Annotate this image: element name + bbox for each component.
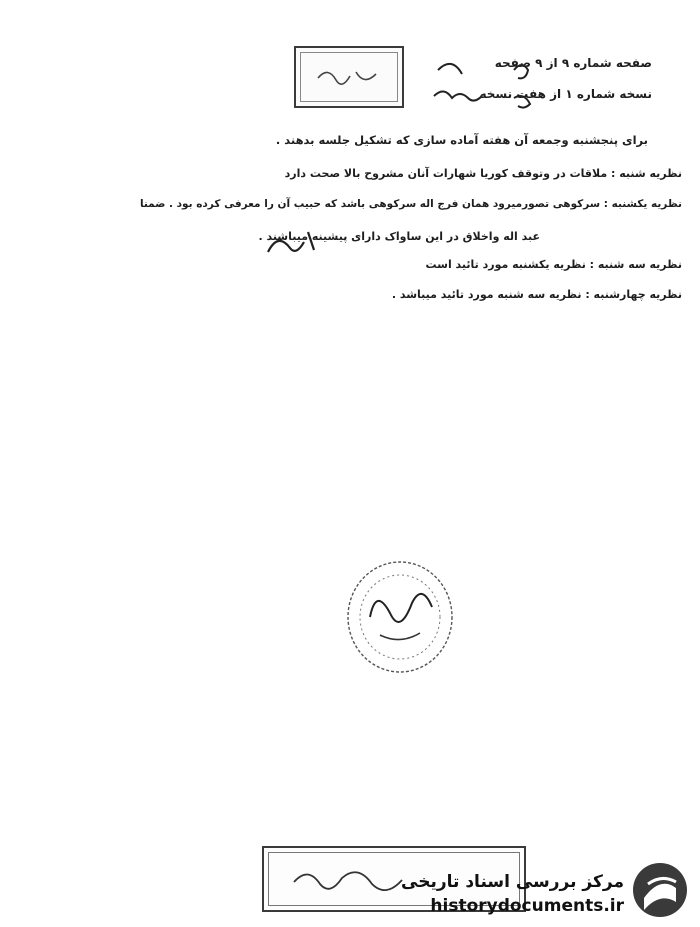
sunday-opinion: نظریه یکشنبه : سرکوهی تصورمیرود همان فرج اله سرکوهی باشد که حبیب آن را معرفی کرده بود . ضمنا [139,198,682,210]
tuesday-opinion: نظریه سه شنبه : نظریه یکشنبه مورد تائید است [425,258,682,271]
handwritten-page-number [510,52,540,122]
copy-number-label: نسخه شماره ۱ از هفت نسخه [479,87,652,101]
archive-logo-icon [630,860,690,920]
saturday-opinion: نظریه شنبه : ملاقات در وتوقف کوریا شهارات آنان مشروح بالا صحت دارد [284,167,682,180]
wednesday-opinion: نظریه چهارشنبه : نظریه سه شنبه مورد تائید میباشد . [391,288,682,301]
top-stamp [294,46,404,108]
circular-seal [340,555,460,680]
page-number-label: صفحه شماره ۹ از ۹ صفحه [494,56,652,70]
archive-url: historydocuments.ir [430,896,624,916]
intro-line: برای پنجشنبه وجمعه آن هفته آماده سازی که تشکیل جلسه بدهند . [275,133,648,147]
continuation-line: عبد اله واخلاق در این ساواک دارای پیشینه میباشند . [258,230,540,243]
archive-name: مرکز بررسی اسناد تاریخی [401,872,624,892]
handwritten-initials [262,222,332,260]
handwritten-total [430,52,490,112]
